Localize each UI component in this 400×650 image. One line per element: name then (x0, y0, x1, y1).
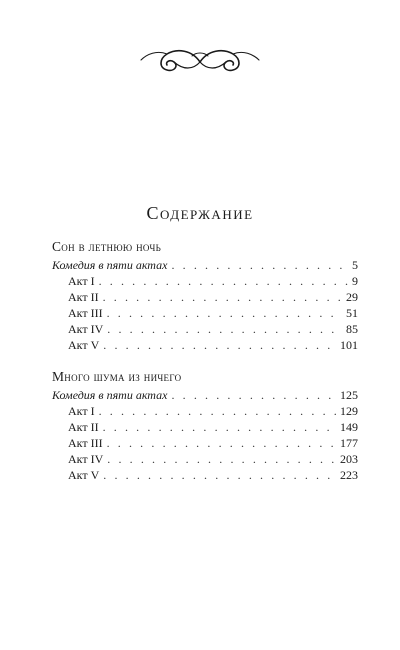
toc-entry (52, 403, 358, 419)
page-number: 5 (352, 258, 358, 272)
entry-label: Акт IV (68, 322, 104, 336)
page-number: 149 (340, 420, 358, 434)
section-heading: Сон в летнюю ночь (52, 239, 162, 254)
page-title: Содержание (146, 203, 254, 223)
dot-leader (103, 289, 342, 305)
dot-leader (99, 273, 348, 289)
entry-label: Акт II (68, 290, 99, 304)
flourish-ornament-icon (137, 40, 263, 80)
toc-entry (52, 305, 358, 321)
toc-entry (52, 337, 358, 353)
toc-entry-subtitle (52, 387, 358, 403)
toc-entry (52, 419, 358, 435)
dot-leader (103, 419, 336, 435)
dot-leader (171, 257, 348, 273)
page-number: 85 (346, 322, 358, 336)
entry-label: Акт IV (68, 452, 104, 466)
dot-leader (107, 451, 336, 467)
toc-entry (52, 289, 358, 305)
dot-leader (171, 387, 336, 403)
page-number: 9 (352, 274, 358, 288)
page-number: 129 (340, 404, 358, 418)
entry-label: Комедия в пяти актах (52, 258, 168, 272)
dot-leader (107, 305, 342, 321)
toc-entry-subtitle (52, 257, 358, 273)
section-heading: Много шума из ничего (52, 369, 182, 384)
page-number: 51 (346, 306, 358, 320)
dot-leader (103, 467, 336, 483)
toc-entry (52, 321, 358, 337)
page-number: 177 (340, 436, 358, 450)
entry-label: Акт III (68, 306, 103, 320)
toc-entry (52, 435, 358, 451)
entry-label: Акт V (68, 468, 100, 482)
page-number: 101 (340, 338, 358, 352)
entry-label: Акт III (68, 436, 103, 450)
page-number: 125 (340, 388, 358, 402)
toc-entry (52, 273, 358, 289)
dot-leader (99, 403, 336, 419)
page-number: 223 (340, 468, 358, 482)
toc-entry (52, 451, 358, 467)
toc-entry (52, 467, 358, 483)
entry-label: Акт II (68, 420, 99, 434)
entry-label: Акт V (68, 338, 100, 352)
toc-section-1 (52, 237, 358, 353)
toc-section-2 (52, 367, 358, 483)
entry-label: Акт I (68, 404, 95, 418)
page-number: 29 (346, 290, 358, 304)
dot-leader (107, 321, 342, 337)
entry-label: Комедия в пяти актах (52, 388, 168, 402)
dot-leader (107, 435, 336, 451)
entry-label: Акт I (68, 274, 95, 288)
dot-leader (103, 337, 336, 353)
page-number: 203 (340, 452, 358, 466)
